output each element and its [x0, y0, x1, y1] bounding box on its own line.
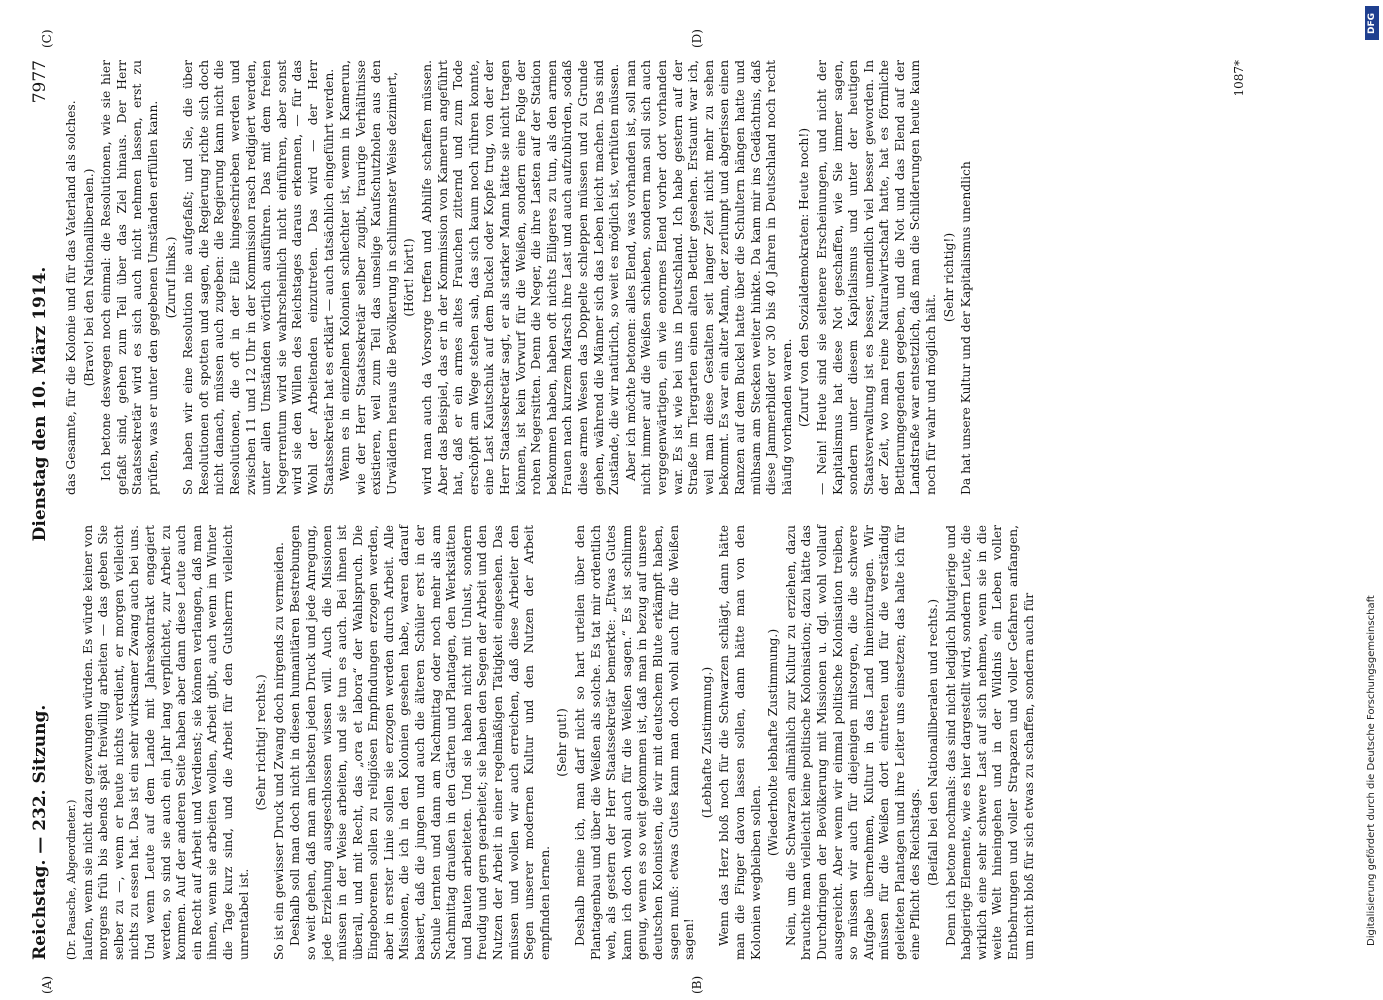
- paragraph: wird man auch da Vorsorge treffen und Abhilfe schaffen müssen. Aber das Beispiel, das er in der Kommission von Kamerun angeführt hat, daß er ein armes altes Frauchen zitternd und zum Tode erschöpft am Wege stehen sah, das sich kaum noch rühren konnte, eine Last Kautschuk auf dem Buckel oder Kopfe trug, von der der Herr Staatssekretär sagt, er als starker Mann hätte sie nicht tragen können, ist kein Vorwurf für die Weißen, sondern eine Folge der rohen Negersitten. Denn die Neger, die ihre Lasten auf der Station bekommen haben, haben oft nichts Eiligeres zu tun, als den armen Frauen nach kurzem Marsch ihre Last und auch aufzubürden, sodaß diese armen Wesen das Doppelte schleppen müssen und zu Grunde gehen, während die Männer sich das Leben leicht machen. Das sind Zustände, die wir natürlich, so weit es möglich ist, verhüten müssen.: [420, 60, 622, 495]
- interjection: (Zuruf von den Sozialdemokraten: Heute noch!): [797, 127, 812, 428]
- paragraph: Deshalb soll man doch nicht in diesen humanitären Bestrebungen so weit gehen, daß man am liebsten jeden Druck und jede Anregung, jede Erziehung ausgeschlossen wissen will. Auch die Missionen müssen in der Weise arbeiten, und sie tun es auch. Bei ihnen ist überall, und mit Recht, das „ora et labora“ der Wahlspruch. Die Eingeborenen sollen zu religiösen Empfindungen erzogen werden, aber in erster Linie sollen sie erzogen werden durch Arbeit. Alle Missionen, die ich in den Kolonien gesehen habe, waren darauf basiert, daß die jungen und auch die älteren Schüler erst in der Schule lernten und dann am Nachmittag oder noch mehr als am Nachmittag draußen in den Gärten und Plantagen, den Werkstätten und Bauten arbeiteten. Und sie haben nicht mit Unlust, sondern freudig und gern gearbeitet; sie haben den Segen der Arbeit und den Nutzen der Arbeit in einer regelmäßigen Tätigkeit eingesehen. Das müssen und wollen wir auch erreichen, daß diese Arbeiter den Segen unserer modernen Kultur und den Nutzen der Arbeit empfinden lernen.: [288, 525, 552, 960]
- sheet-signature: 1087*: [1232, 60, 1247, 97]
- interjection: (Zuruf links.): [163, 236, 178, 319]
- interjection: (Bravo! bei den Nationalliberalen.): [81, 168, 96, 387]
- interjection: (Hört! hört!): [402, 238, 417, 317]
- page-header: [30, 60, 56, 960]
- dfg-logo: DFG: [1365, 6, 1379, 40]
- interjection: (Sehr gut!): [555, 708, 570, 777]
- interjection: (Lebhafte Zustimmung.): [699, 666, 714, 819]
- paragraph: Nein, um die Schwarzen allmählich zur Kultur zu erziehen, dazu brauchte man vielleicht keine politische Kolonisation; dazu hätte das Durchdringen der Bevölkerung mit Missionen u. dgl. wohl vollauf ausgereicht. Aber wenn wir einmal politische Kolonisation treiben, so müssen wir auch für diejenigen mitsorgen, die die schwere Aufgabe übernehmen, Kultur in das Land hineinzutragen. Wir müssen für die Weißen dort eintreten und für die verständig geleiteten Plantagen und ihre Leiter uns einsetzen; das halte ich für eine Pflicht des Reichstags.: [783, 525, 923, 960]
- interjection: (Sehr richtig! rechts.): [254, 674, 269, 811]
- left-column: [64, 525, 1244, 960]
- header-left: Reichstag. — 232. Sitzung.: [30, 704, 50, 960]
- interjection: (Sehr richtig!): [941, 232, 956, 323]
- paragraph: So haben wir eine Resolution nie aufgefaßt; und Sie, die über Resolutionen oft spotten und sagen, die Regierung richte sich doch nicht danach, müssen auch zugeben: die Regierung kann nicht die Resolutionen, die oft in der Eile hingeschrieben werden und zwischen 11 und 12 Uhr in der Kommission rasch redigiert werden, unter allen Umständen wörtlich ausführen. Das mit dem freien Negerrentum wird sie wahrscheinlich nicht einführen, aber sonst wird sie den Willen des Reichstages daraus erkennen, — für das Wohl der Arbeitenden einzutreten. Das wird — der Herr Staatssekretär hat es erklärt — auch tatsächlich eingeführt werden.: [181, 60, 336, 495]
- paragraph: Denn ich betone nochmals: das sind nicht lediglich blutgierige und habgierige Elemente, wie es hier dargestellt wird, sondern Leute, die wirklich eine sehr schwere Last auf sich nehmen, wenn sie in die weite Welt hineingehen und in der Wildnis ein Leben voller Entbehrungen und voller Strapazen und voller Gefahren anfangen, um nicht bloß für sich etwas zu schaffen, sondern auch für: [943, 525, 1036, 960]
- paragraph: Wenn das Herz bloß noch für die Schwarzen schlägt, dann hätte man die Finger davon lassen sollen, dann hätte man von den Kolonien wegbleiben sollen.: [717, 525, 763, 960]
- text-columns: [64, 60, 1247, 960]
- paragraph: das Gesamte, für die Kolonie und für das Vaterland als solches.: [64, 100, 78, 495]
- margin-marker-c: (C): [40, 29, 54, 48]
- page-number: 7977: [30, 60, 50, 104]
- paragraph: — Nein! Heute sind sie seltenere Erscheinungen, und nicht der Kapitalismus hat diese Not geschaffen, wie Sie immer sagen, sondern unter diesem Kapitalismus und unter der heutigen Staatsverwaltung ist es besser, unendlich viel besser geworden. In der Zeit, wo man reine Naturalwirtschaft hatte, hat es förmliche Bettlerumgegenden gegeben, und die Not und das Elend auf der Landstraße war entsetzlich, daß man die Schilderungen heute kaum noch für wahr und möglich hält.: [814, 60, 939, 495]
- margin-marker-a: (A): [40, 975, 54, 994]
- paragraph: laufen, wenn sie nicht dazu gezwungen würden. Es würde keiner von morgens früh bis abends spät freiwillig arbeiten — das geben Sie selber zu —, wenn er heute nichts verdient, er morgen vielleicht nichts zu essen hat. Das ist ein sehr wirksamer Zwang auch bei uns. Und wenn Leute auf dem Lande mit Jahreskontrakt engagiert werden, so sind sie auch ein Jahr lang verpflichtet, zur Arbeit zu kommen. Auf der anderen Seite haben aber dann diese Leute auch ein Recht auf Arbeit und Verdienst; sie können verlangen, daß man ihnen, wenn sie arbeiten wollen, Arbeit gibt, auch wenn im Winter die Tage kurz sind, und die Arbeit für den Gutsherrn vielleicht unrentabel ist.: [80, 525, 251, 960]
- header-date: Dienstag den 10. März 1914.: [30, 266, 50, 542]
- paragraph: Da hat unsere Kultur und der Kapitalismus unendlich: [959, 161, 974, 495]
- interjection: (Wiederholte lebhafte Zustimmung.): [766, 628, 781, 857]
- interjection: (Beifall bei den Nationalliberalen und rechts.): [926, 598, 941, 887]
- paragraph: So ist ein gewisser Druck und Zwang doch nirgends zu vermeiden.: [271, 542, 286, 960]
- dfg-credit-strip: [1365, 6, 1379, 996]
- margin-marker-b: (B): [690, 975, 704, 994]
- right-column: [64, 60, 1247, 495]
- paragraph: Deshalb meine ich, man darf nicht so hart urteilen über den Plantagenbau und über die Weißen als solche. Es tat mir ordentlich weh, als gestern der Herr Staatssekretär bemerkte: „Etwas Gutes kann ich doch wohl auch für die Weißen sagen.“ Es ist schlimm genug, wenn es so weit gekommen ist, daß man in bezug auf unsere deutschen Kolonisten, die wir mit deutschem Blute erkämpft haben, sagen muß: etwas Gutes kann man doch wohl auch für die Weißen sagen!: [573, 525, 697, 960]
- paragraph: Aber ich möchte betonen: alles Elend, was vorhanden ist, soll man nicht immer auf die Weißen schieben, sondern man soll sich auch vergegenwärtigen, ein wie enormes Elend vorher dort vorhanden war. Es ist wie bei uns in Deutschland. Ich habe gestern auf der Straße im Tiergarten einen alten Bettler gesehen. Erstaunt war ich, weil man diese Gestalten seit langer Zeit nicht mehr zu sehen bekommt. Es war ein alter Mann, der zerlumpt und abgerissen einen Ranzen auf dem Buckel hatte über die Schultern hängen hatte und mühsam am Stecken weiter hinkte. Da kam mir ins Gedächtnis, daß diese Jammerbilder vor 30 bis 40 Jahren in Deutschland noch recht häufig vorhanden waren.: [623, 60, 794, 495]
- paragraph: Wenn es in einzelnen Kolonien schlechter ist, wenn in Kamerun, wie der Herr Staatssekretär selber zugibt, traurige Verhältnisse existieren, weil zum Teil das unselige Kaufschutzholen aus den Urwäldern heraus die Bevölkerung in schlimmster Weise dezimiert,: [338, 60, 399, 495]
- margin-marker-d: (D): [690, 29, 704, 48]
- dfg-credit-text: Digitalisierung gefördert durch die Deutsche Forschungsgemeinschaft: [1366, 595, 1377, 946]
- speaker-note: (Dr. Paasche, Abgeordneter.): [65, 799, 78, 960]
- paragraph: Ich betone deswegen noch einmal: die Resolutionen, wie sie hier gefaßt sind, gehen zum Teil über das Ziel hinaus. Der Herr Staatssekretär wird es sich auch nicht nehmen lassen, erst zu prüfen, was er unter den gegebenen Umständen erfüllen kann.: [99, 60, 160, 495]
